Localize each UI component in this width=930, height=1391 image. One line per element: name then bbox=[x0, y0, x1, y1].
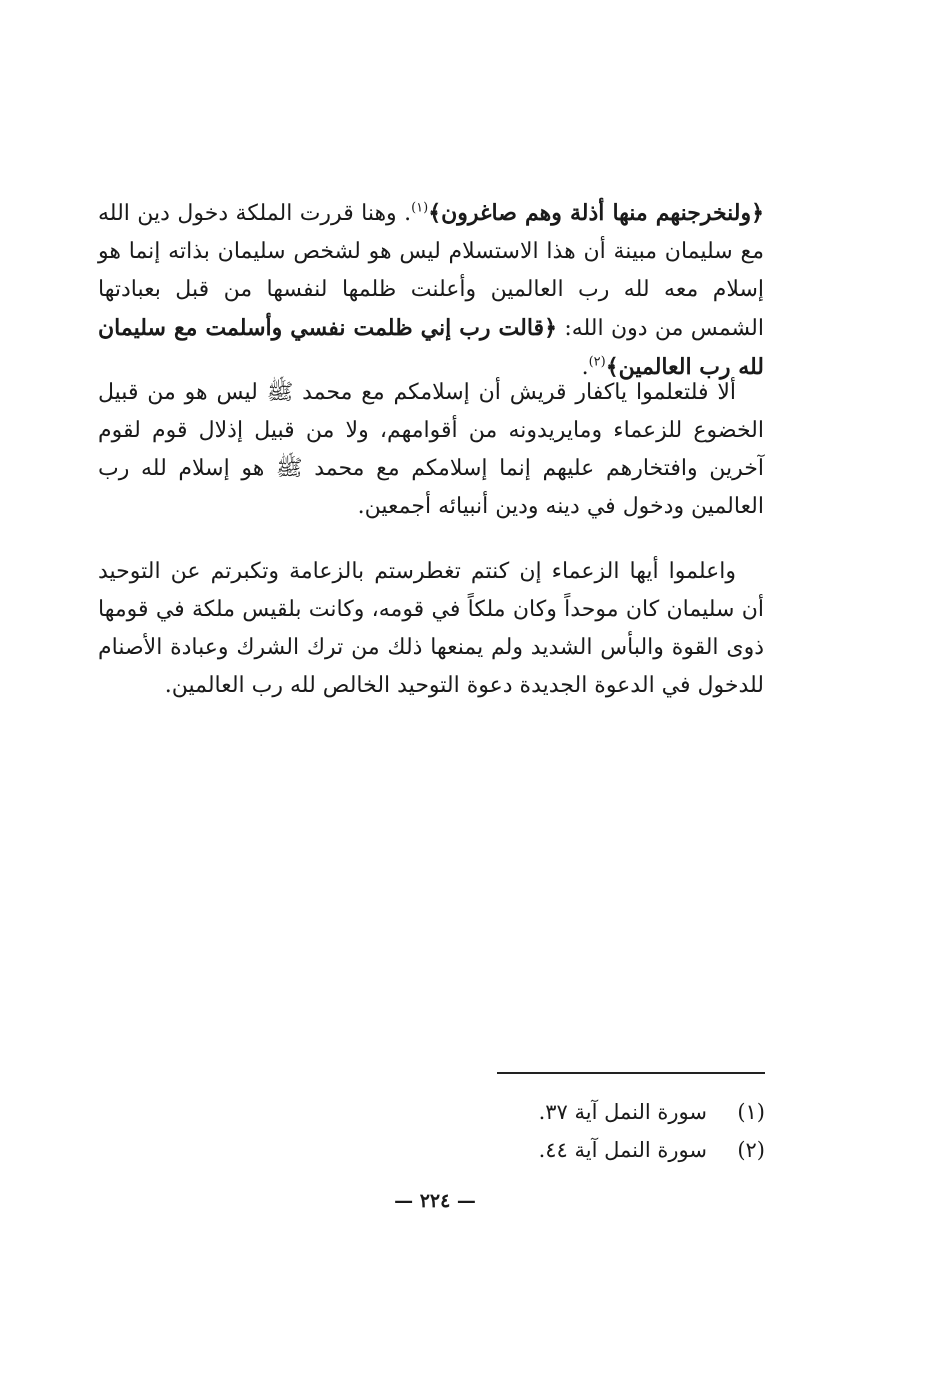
quote-close-2: ﴾ bbox=[605, 354, 619, 380]
quote-open: ﴿ bbox=[751, 200, 765, 226]
page-number: — ٢٢٤ — bbox=[394, 1190, 476, 1212]
footnote-number: (٢) bbox=[737, 1138, 765, 1162]
footnote-2 bbox=[470, 1131, 765, 1169]
quote-close: ﴾ bbox=[428, 200, 442, 226]
footnote-1 bbox=[470, 1093, 765, 1131]
quote-open-2: ﴿ bbox=[544, 315, 557, 341]
footnote-divider bbox=[497, 1072, 765, 1074]
paragraph-3: واعلموا أيها الزعماء إن كنتم تغطرستم بالزعامة وتكبرتم عن التوحيد أن سليمان كان موحداً وكان ملكاً في قومه، وكانت بلقيس ملكة في قومها ذوى القوة والبأس الشديد ولم يمنعها ذلك من ترك الشرك وعبادة الأصنام للدخول في الدعوة الجديدة دعوة التوحيد الخالص لله رب العالمين. bbox=[98, 559, 764, 698]
quran-quote-2: قالت رب إني ظلمت نفسي وأسلمت مع سليمان لله رب العالمين bbox=[98, 315, 764, 380]
paragraph-1-end: . bbox=[581, 355, 589, 380]
paragraph-1 bbox=[98, 194, 764, 387]
footnote-text: سورة النمل آية ٣٧. bbox=[538, 1100, 707, 1124]
footnote-number: (١) bbox=[737, 1100, 765, 1124]
footnote-ref-2: (٢) bbox=[588, 354, 606, 370]
footnotes-section bbox=[470, 1093, 765, 1169]
footnote-text: سورة النمل آية ٤٤. bbox=[538, 1138, 707, 1162]
paragraph-2: ألا فلتعلموا ياكفار قريش أن إسلامكم مع محمد ﷺ ليس هو من قبيل الخضوع للزعماء ومايريدونه من أقوامهم، ولا من قبيل إذلال قوم لقوم آخرين وافتخارهم عليهم إنما إسلامكم مع محمد ﷺ هو إسلام لله رب العالمين ودخول في دينه ودين أنبيائه أجمعين. bbox=[98, 380, 764, 519]
quran-quote-1: ولنخرجنهم منها أذلة وهم صاغرون bbox=[441, 200, 752, 226]
paragraph-1-body: . وهنا قررت الملكة دخول دين الله مع سليمان مبينة أن هذا الاستسلام ليس هو لشخص سليمان بذاته إنما هو إسلام معه لله رب العالمين وأعلنت ظلمها لنفسها من قبل بعبادتها الشمس من دون الله: bbox=[98, 201, 764, 341]
footnote-ref-1: (١) bbox=[411, 200, 429, 216]
